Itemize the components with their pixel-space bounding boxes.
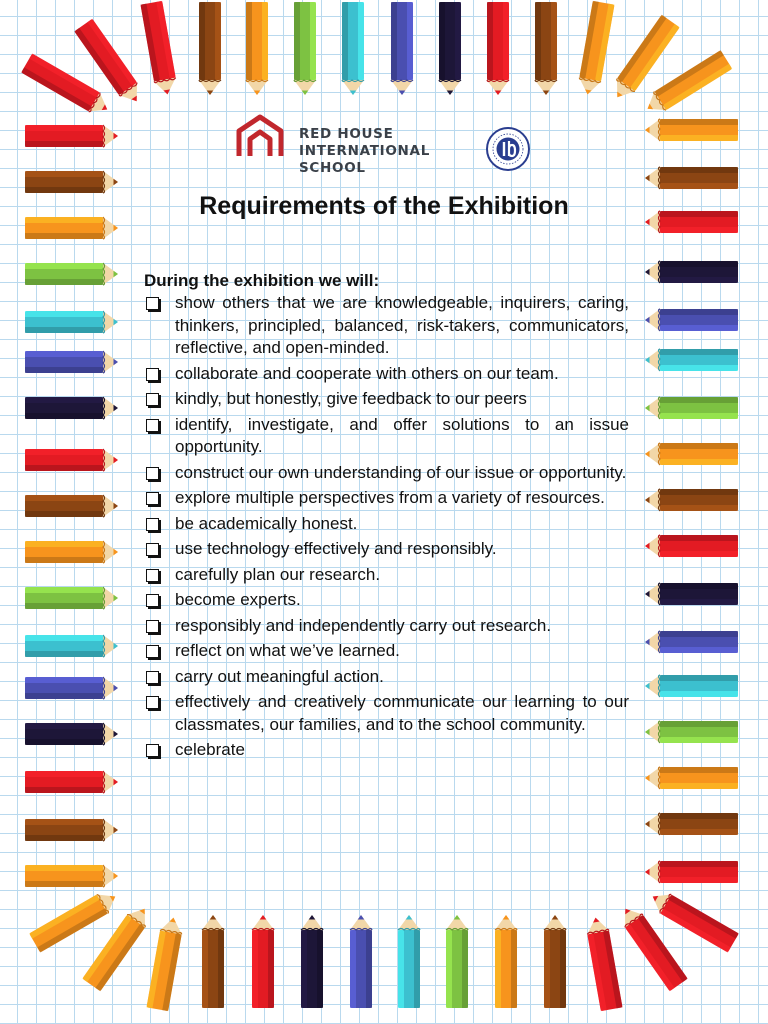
list-item [144, 487, 629, 510]
list-item-text: effectively and creatively communicate our learning to our classmates, our families, and to the school community. [175, 692, 629, 734]
list-item-text: celebrate [175, 740, 245, 759]
list-item-text: use technology effectively and responsibly. [175, 539, 497, 558]
checkbox-icon [146, 594, 159, 607]
school-name-line-1: RED HOUSE [299, 126, 394, 142]
list-item [144, 666, 629, 689]
list-item [144, 564, 629, 587]
checkbox-icon [146, 543, 159, 556]
checkbox-icon [146, 467, 159, 480]
checkbox-icon [146, 696, 159, 709]
list-item [144, 538, 629, 561]
ib-logo-icon [485, 126, 531, 172]
list-item [144, 462, 629, 485]
list-item [144, 513, 629, 536]
requirements-section [144, 271, 629, 765]
checkbox-icon [146, 297, 159, 310]
list-item [144, 414, 629, 459]
red-house-logo-icon [236, 114, 284, 158]
checkbox-icon [146, 671, 159, 684]
list-item [144, 739, 629, 762]
checkbox-icon [146, 393, 159, 406]
list-item-text: construct our own understanding of our issue or opportunity. [175, 462, 627, 482]
checkbox-icon [146, 569, 159, 582]
lead-text: During the exhibition we will: [144, 271, 380, 290]
list-item [144, 589, 629, 612]
checkbox-icon [146, 419, 159, 432]
checkbox-icon [146, 744, 159, 757]
school-name [299, 126, 430, 177]
list-item-text: explore multiple perspectives from a variety of resources. [175, 488, 605, 507]
list-item-text: identify, investigate, and offer solutions to an issue opportunity. [175, 414, 629, 456]
checkbox-icon [146, 620, 159, 633]
checkbox-icon [146, 518, 159, 531]
list-item-text: show others that we are knowledgeable, inquirers, caring, thinkers, principled, balanced, risk-takers, communicators, reflective, and open-minded. [175, 293, 629, 357]
list-item-text: carry out meaningful action. [175, 666, 384, 686]
checkbox-icon [146, 368, 159, 381]
list-item [144, 640, 629, 663]
list-item-text: reflect on what we’ve learned. [175, 641, 400, 660]
list-item [144, 691, 629, 736]
list-item [144, 363, 629, 386]
school-name-line-3: SCHOOL [299, 160, 366, 176]
page-title: Requirements of the Exhibition [199, 192, 569, 220]
list-item-text: carefully plan our research. [175, 564, 381, 584]
list-item-text: responsibly and independently carry out research. [175, 615, 552, 635]
checkbox-icon [146, 492, 159, 505]
school-header [236, 112, 536, 182]
checkbox-icon [146, 645, 159, 658]
list-item-text: collaborate and cooperate with others on our team. [175, 363, 559, 383]
list-item-text: be academically honest. [175, 513, 358, 533]
list-item [144, 292, 629, 360]
list-item-text: become experts. [175, 590, 301, 609]
requirements-list [144, 292, 629, 762]
list-item [144, 388, 629, 411]
list-item [144, 615, 629, 638]
school-name-line-2: INTERNATIONAL [299, 143, 431, 159]
list-item-text: kindly, but honestly, give feedback to our peers [175, 389, 527, 408]
